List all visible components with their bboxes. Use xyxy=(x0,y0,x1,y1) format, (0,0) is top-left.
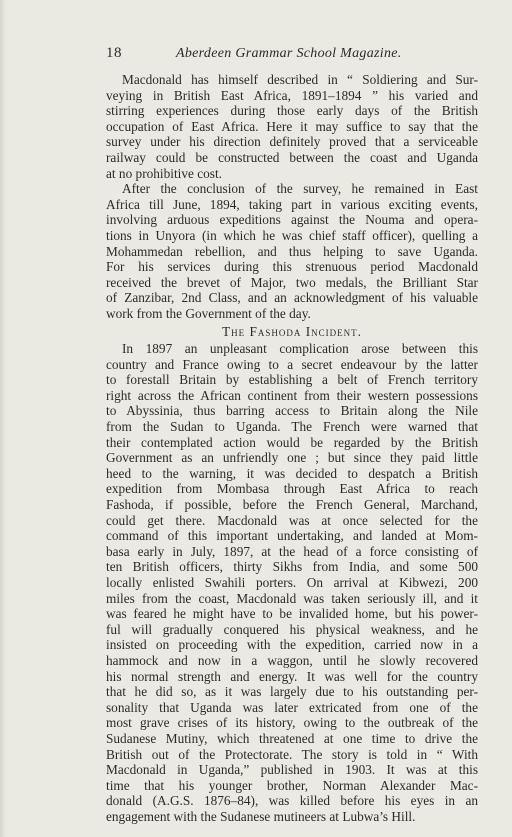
paragraph xyxy=(106,72,478,181)
text-line: most grave crises of its history, owing to the outbreak of the xyxy=(106,715,478,731)
page-header xyxy=(106,45,478,65)
text-line: Macdonald in Uganda,” published in 1903. It was at this xyxy=(106,762,478,778)
text-line: donald (A.G.S. 1876–84), was killed before his eyes in an xyxy=(106,793,478,809)
text-line: heed to the warning, it was decided to despatch a British xyxy=(106,465,478,481)
text-line: ful will gradually conquered his physical weakness, and he xyxy=(106,621,478,637)
text-line: ten British officers, thirty Sikhs from India, and some 500 xyxy=(106,559,478,575)
text-line: at no prohibitive cost. xyxy=(106,165,222,181)
text-line: Fashoda, if possible, before the French General, Marchand, xyxy=(106,497,478,513)
page-number: 18 xyxy=(106,45,122,61)
paragraph xyxy=(106,341,478,824)
text-line: his normal strength and energy. It was well for the country xyxy=(106,668,478,684)
text-line: of Zanzibar, 2nd Class, and an acknowledgment of his valuable xyxy=(106,290,478,306)
text-line: railway could be constructed between the coast and Uganda xyxy=(106,149,478,165)
text-line: miles from the coast, Macdonald was taken seriously ill, and it xyxy=(106,590,478,606)
text-line: country and France owing to a secret endeavour by the latter xyxy=(106,356,478,372)
text-line: basa early in July, 1897, at the head of a force consisting of xyxy=(106,543,478,559)
text-line: Africa till June, 1894, taking part in various exciting events, xyxy=(106,196,478,212)
text-line: tions in Unyora (in which he was chief staff officer), quelling a xyxy=(106,227,478,243)
text-line: Mohammedan rebellion, and thus helping to save Uganda. xyxy=(106,243,478,259)
text-line: Macdonald has himself described in “ Soldiering and Sur- xyxy=(122,72,478,87)
article-body xyxy=(106,72,478,825)
text-line: insisted on proceeding with the expedition, carried now in a xyxy=(106,637,478,653)
section-heading: The Fashoda Incident. xyxy=(222,323,362,339)
text-line: In 1897 an unpleasant complication arose between this xyxy=(122,341,478,357)
text-line: to forestall Britain by establishing a belt of French territory xyxy=(106,372,478,388)
paragraph xyxy=(106,181,478,321)
text-line: occupation of East Africa. Here it may suffice to say that the xyxy=(106,118,478,134)
text-line: survey under his direction definitely proved that a serviceable xyxy=(106,134,478,150)
text-line: that he did so, as it was largely due to his outstanding per- xyxy=(106,684,478,700)
text-line: right across the African continent from their western possessions xyxy=(106,387,478,403)
page-gutter xyxy=(0,0,6,837)
text-line: Government as an unfriendly one ; but since they paid little xyxy=(106,450,478,466)
text-line: involving arduous expeditions against the Nouma and opera- xyxy=(106,212,478,228)
text-line: British out of the Protectorate. The story is told in “ With xyxy=(106,746,478,762)
text-line: After the conclusion of the survey, he remained in East xyxy=(122,181,478,197)
text-line: locally enlisted Swahili porters. On arrival at Kibwezi, 200 xyxy=(106,575,478,590)
text-line: veying in British East Africa, 1891–1894 ” his varied and xyxy=(106,87,478,103)
text-line: could get there. Macdonald was at once selected for the xyxy=(106,512,478,528)
text-line: was feared he might have to be invalided home, but his power- xyxy=(106,606,478,622)
text-line: For his services during this strenuous period Macdonald xyxy=(106,259,478,275)
text-line: stirring experiences during those early days of the British xyxy=(106,103,478,119)
text-line: sonality that Uganda was later extricated from one of the xyxy=(106,699,478,715)
text-line: their contemplated action would be regarded by the British xyxy=(106,434,478,450)
text-line: to Abyssinia, thus barring access to Britain along the Nile xyxy=(106,403,478,419)
text-line: expedition from Mombasa through East Africa to reach xyxy=(106,481,478,497)
running-title: Aberdeen Grammar School Magazine. xyxy=(176,46,402,61)
text-line: hammock and now in a waggon, until he slowly recovered xyxy=(106,652,478,668)
text-line: time that his younger brother, Norman Alexander Mac- xyxy=(106,777,478,793)
text-line: from the Sudan to Uganda. The French were warned that xyxy=(106,419,478,435)
text-line: Sudanese Mutiny, which threatened at one time to drive the xyxy=(106,730,478,746)
text-line: work from the Government of the day. xyxy=(106,305,311,321)
text-line: received the brevet of Major, two medals, the Brilliant Star xyxy=(106,274,478,290)
text-line: command of this important undertaking, and landed at Mom- xyxy=(106,528,478,544)
text-line: engagement with the Sudanese mutineers at Lubwa’s Hill. xyxy=(106,808,416,824)
